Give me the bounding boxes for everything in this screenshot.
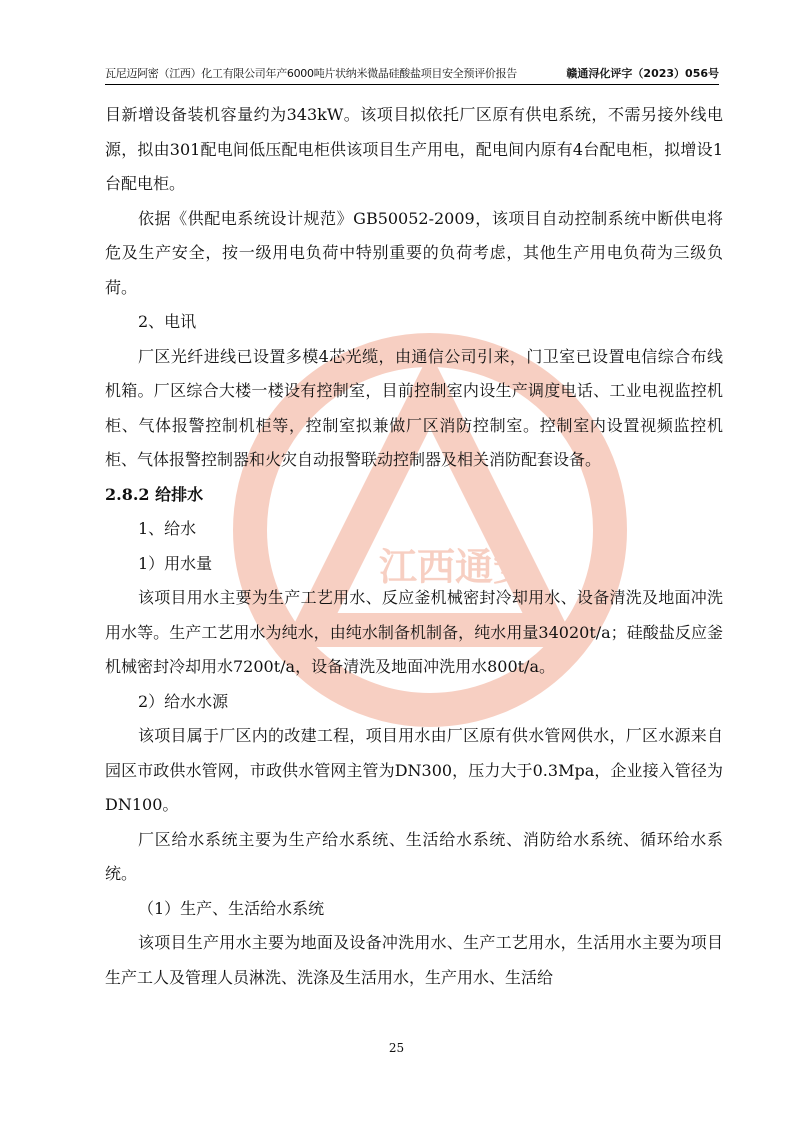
paragraph: 1、给水 <box>138 519 197 538</box>
page-number: 25 <box>388 1041 405 1055</box>
paragraph: （1）生产、生活给水系统 <box>138 898 325 918</box>
paragraph: 目新增设备装机容量约为343kW。该项目拟依托厂区原有供电系统，不需另接外线电源，拟由301配电间低压配电柜供该项目生产用电，配电间内原有4台配电柜，拟增设1台配电柜。 <box>105 105 723 193</box>
section-heading: 2.8.2 给排水 <box>105 484 204 504</box>
paragraph: 该项目属于厂区内的改建工程，项目用水由厂区原有供水管网供水，厂区水源来自园区市政供水管网，市政供水管网主管为DN300，压力大于0.3Mpa，企业接入管径为DN100。 <box>105 726 723 814</box>
paragraph: 厂区给水系统主要为生产给水系统、生活给水系统、消防给水系统、循环给水系统。 <box>105 829 723 883</box>
page-header <box>105 64 719 85</box>
paragraph: 2、电讯 <box>138 312 197 331</box>
watermark-text: 江西通安 <box>378 547 532 589</box>
paragraph: 2）给水水源 <box>138 691 229 711</box>
header-document-number: 赣通浔化评字（2023）056号 <box>566 67 719 80</box>
paragraph: 该项目用水主要为生产工艺用水、反应釜机械密封冷却用水、设备清洗及地面冲洗用水等。生产工艺用水为纯水，由纯水制备机制备，纯水用量34020t/a；硅酸盐反应釜机械密封冷却用水7200t/a，设备清洗及地面冲洗用水800t/a。 <box>105 588 723 676</box>
paragraph: 1）用水量 <box>138 553 213 573</box>
header-report-title: 瓦尼迈阿密（江西）化工有限公司年产6000吨片状纳米微晶硅酸盐项目安全预评价报告 <box>105 67 517 80</box>
paragraph: 厂区光纤进线已设置多模4芯光缆，由通信公司引来，门卫室已设置电信综合布线机箱。厂区综合大楼一楼设有控制室，目前控制室内设生产调度电话、工业电视监控机柜、气体报警控制机柜等，控制室拟兼做厂区消防控制室。控制室内设置视频监控机柜、气体报警控制器和火灾自动报警联动控制器及相关消防配套设备。 <box>105 346 723 469</box>
document-body <box>105 98 723 995</box>
paragraph: 该项目生产用水主要为地面及设备冲洗用水、生产工艺用水，生活用水主要为项目生产工人及管理人员淋洗、洗涤及生活用水，生产用水、生活给 <box>105 933 723 987</box>
paragraph: 依据《供配电系统设计规范》GB50052-2009，该项目自动控制系统中断供电将危及生产安全，按一级用电负荷中特别重要的负荷考虑，其他生产用电负荷为三级负荷。 <box>105 208 723 297</box>
